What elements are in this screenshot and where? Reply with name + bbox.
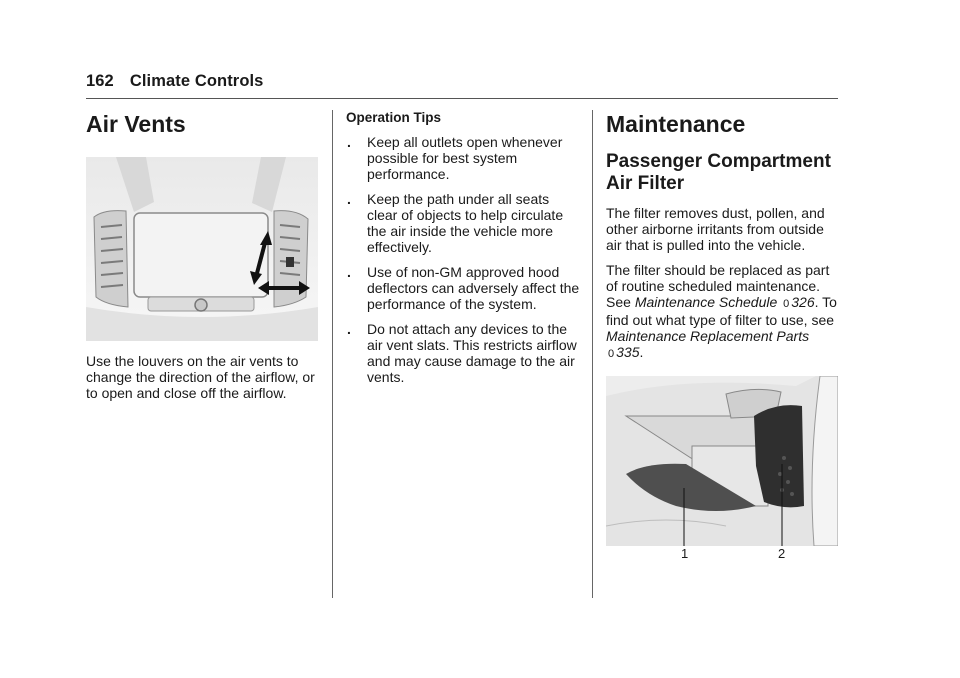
operation-tips-heading: Operation Tips [346, 110, 442, 125]
replacement-parts-link[interactable]: Maintenance Replacement Parts [606, 328, 810, 344]
figure-callout-labels [606, 546, 840, 564]
list-item: . Keep all outlets open whenever possible for best system performance. [347, 134, 563, 182]
bullet-glyph: . [347, 321, 351, 337]
filter-description: The filter removes dust, pollen, and other airborne irritants from outside air that is pulled into the vehicle. [606, 205, 825, 253]
column-divider-2 [592, 110, 593, 598]
page-ref-icon: 0 [783, 298, 790, 310]
list-item: . Keep the path under all seats clear of objects to help circulate the air inside the vehicle more effectively. [347, 191, 564, 255]
bullet-glyph: . [347, 134, 351, 150]
header-divider [86, 98, 838, 99]
page-number: 162 [86, 72, 114, 90]
filter-replacement-text: The filter should be replaced as part of routine scheduled maintenance. See Maintenance Schedule 0 326. To find out what type of filter to use, see Maintenance Replacement Parts 0 335. [606, 262, 837, 360]
callout-label: 1 [681, 546, 689, 561]
replacement-parts-page[interactable]: 335 [616, 344, 640, 360]
column-divider-1 [332, 110, 333, 598]
bullet-glyph: . [347, 264, 351, 280]
air-vents-illustration [86, 157, 318, 341]
air-vents-heading: Air Vents [86, 111, 186, 137]
column-air-vents [86, 108, 320, 410]
section-title: Climate Controls [129, 72, 264, 90]
column-maintenance [606, 108, 840, 564]
maintenance-schedule-page[interactable]: 326 [791, 294, 815, 310]
list-item: . Use of non-GM approved hood deflectors can adversely affect the performance of the system. [347, 264, 580, 312]
operation-tips-list [346, 134, 580, 385]
air-filter-heading: Passenger Compartment Air Filter [606, 151, 831, 194]
list-item: . Do not attach any devices to the air vent slats. This restricts airflow and may cause damage to the air vents. [347, 321, 577, 385]
maintenance-schedule-link[interactable]: Maintenance Schedule [634, 294, 778, 310]
page-ref-icon: 0 [608, 348, 615, 360]
glovebox-filter-illustration [606, 376, 838, 546]
page-header [86, 72, 263, 91]
bullet-glyph: . [347, 191, 351, 207]
column-operation-tips [346, 108, 580, 394]
air-vents-description: Use the louvers on the air vents to change the direction of the airflow, or to open and close off the airflow. [86, 353, 315, 401]
callout-label: 2 [778, 546, 786, 561]
maintenance-heading: Maintenance [606, 111, 746, 137]
